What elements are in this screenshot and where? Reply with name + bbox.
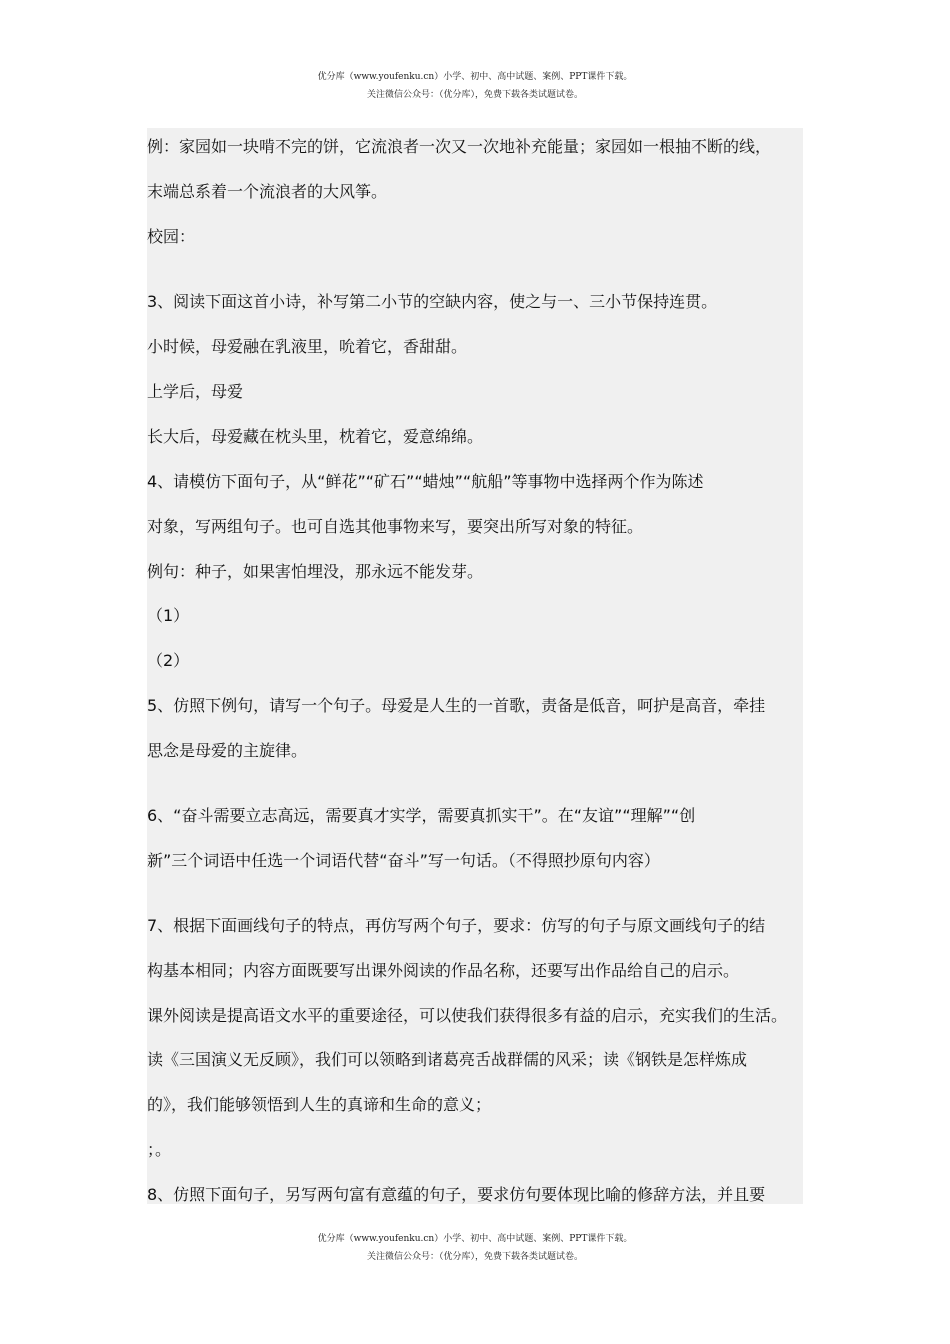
question-4: 对象，写两组句子。也可自选其他事物来写，要突出所写对象的特征。 <box>147 517 644 536</box>
question-5: 5、仿照下例句，请写一个句子。母爱是人生的一首歌，责备是低音，呵护是高音，牵挂 <box>147 696 766 715</box>
page-footer <box>0 1230 950 1266</box>
question-6: 6、“奋斗需要立志高远，需要真才实学，需要真抓实干”。在“友谊”“理解”“创 <box>147 806 696 825</box>
question-6: 新”三个词语中任选一个词语代替“奋斗”写一句话。（不得照抄原句内容） <box>147 851 660 870</box>
campus-label: 校园： <box>147 227 196 246</box>
question-4: 4、请模仿下面句子，从“鲜花”“矿石”“蜡烛”“航船”等事物中选择两个作为陈述 <box>147 472 704 491</box>
header-line-2: 关注微信公众号：（优分库），免费下载各类试题试卷。 <box>366 90 583 100</box>
reading-passage: 的》，我们能够领悟到人生的真谛和生命的意义； <box>147 1095 492 1114</box>
answer-item-1: （1） <box>147 606 190 625</box>
footer-line-2: 关注微信公众号：（优分库），免费下载各类试题试卷。 <box>366 1252 583 1262</box>
answer-blank: ；。 <box>147 1140 172 1159</box>
example-text-line: 末端总系着一个流浪者的大风筝。 <box>147 182 388 201</box>
poem-line: 小时候，母爱融在乳液里，吮着它，香甜甜。 <box>147 337 468 356</box>
poem-line: 上学后，母爱 <box>147 382 244 401</box>
question-7: 构基本相同；内容方面既要写出课外阅读的作品名称，还要写出作品给自己的启示。 <box>147 961 740 980</box>
question-5: 思念是母爱的主旋律。 <box>147 741 308 760</box>
footer-line-1: 优分库（www.youfenku.cn）小学、初中、高中试题、案例、PPT课件下载。 <box>317 1234 633 1244</box>
header-line-1: 优分库（www.youfenku.cn）小学、初中、高中试题、案例、PPT课件下载。 <box>317 72 633 82</box>
question-7: 7、根据下面画线句子的特点，再仿写两个句子，要求：仿写的句子与原文画线句子的结 <box>147 916 766 935</box>
example-text-line: 例：家园如一块啃不完的饼，它流浪者一次又一次地补充能量；家园如一根抽不断的线， <box>147 137 772 156</box>
question-8: 8、仿照下面句子，另写两句富有意蕴的句子，要求仿句要体现比喻的修辞方法，并且要 <box>147 1185 766 1204</box>
content-shaded-area <box>147 128 803 1204</box>
poem-line: 长大后，母爱藏在枕头里，枕着它，爱意绵绵。 <box>147 427 484 446</box>
question-3: 3、阅读下面这首小诗，补写第二小节的空缺内容，使之与一、三小节保持连贯。 <box>147 292 718 311</box>
example-sentence: 例句：种子，如果害怕埋没，那永远不能发芽。 <box>147 562 484 581</box>
answer-item-2: （2） <box>147 651 190 670</box>
reading-passage: 课外阅读是提高语文水平的重要途径，可以使我们获得很多有益的启示，充实我们的生活。 <box>147 1006 788 1025</box>
reading-passage: 读《三国演义无反顾》，我们可以领略到诸葛亮舌战群儒的风采；读《钢铁是怎样炼成 <box>147 1050 748 1069</box>
page-header <box>0 68 950 104</box>
